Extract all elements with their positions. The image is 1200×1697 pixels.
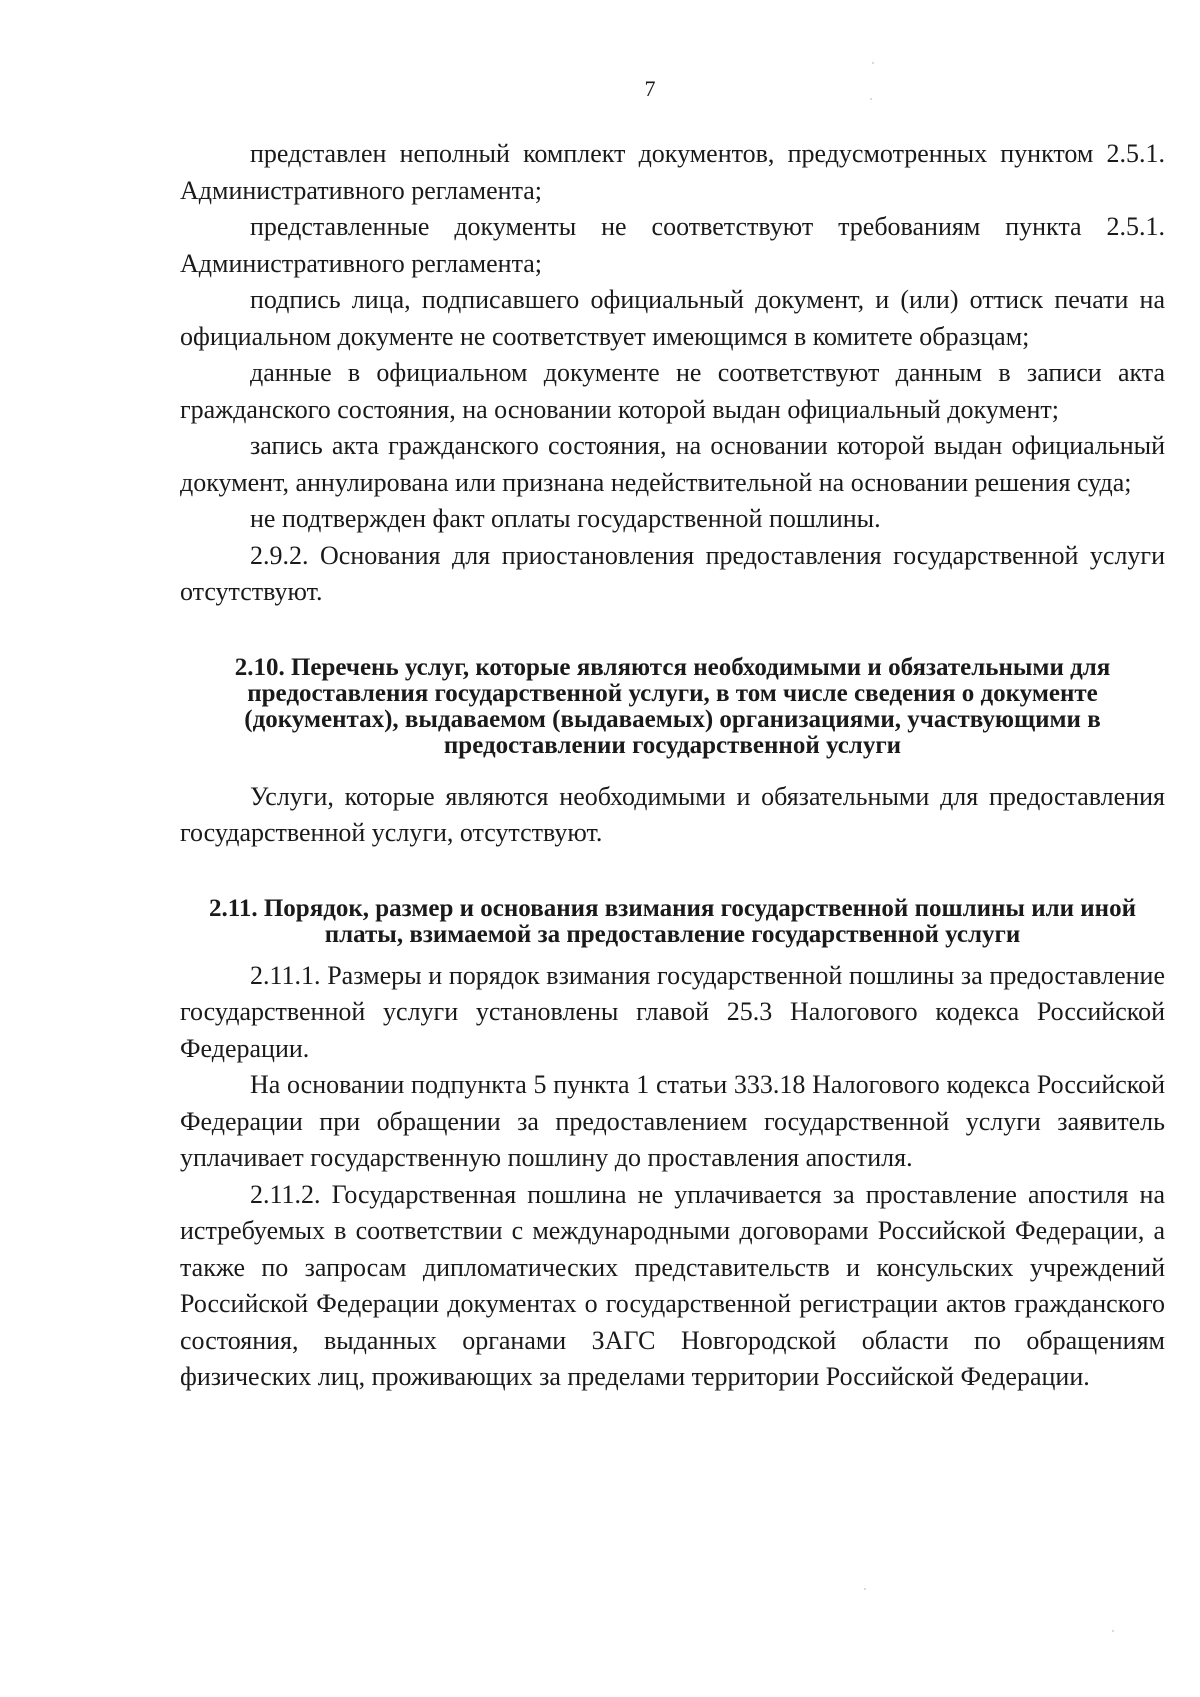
scan-speck — [864, 1588, 866, 1590]
paragraph-fee-unconfirmed: не подтвержден факт оплаты государственной пошлины. — [250, 504, 881, 533]
paragraph-data-mismatch: данные в официальном документе не соответствуют данным в записи акта гражданского состояния, на основании которой выдан официальный документ; — [180, 358, 1165, 424]
paragraph-signature-seal: подпись лица, подписавшего официальный документ, и (или) оттиск печати на официальном документе не соответствует имеющимся в комитете образцам; — [180, 285, 1165, 351]
section-heading-2-11: 2.11. Порядок, размер и основания взимания государственной пошлины или иной платы, взимаемой за предоставление государственной услуги — [208, 894, 1136, 948]
paragraph-record-annulled: запись акта гражданского состояния, на основании которой выдан официальный документ, аннулирована или признана недействительной на основании решения суда; — [180, 431, 1165, 497]
scan-speck — [872, 62, 874, 64]
scan-speck — [870, 98, 872, 100]
paragraph-2-11-1: 2.11.1. Размеры и порядок взимания государственной пошлины за предоставление государственной услуги установлены главой 25.3 Налогового кодекса Российской Федерации. — [180, 960, 1165, 1063]
page-number: 7 — [644, 76, 656, 101]
paragraph-services-absent: Услуги, которые являются необходимыми и обязательными для предоставления государственной услуги, отсутствуют. — [180, 781, 1165, 847]
paragraph-2-9-2: 2.9.2. Основания для приостановления предоставления государственной услуги отсутствуют. — [180, 540, 1165, 606]
document-body — [180, 136, 1165, 1396]
paragraph-documents-mismatch: представленные документы не соответствуют требованиям пункта 2.5.1. Административного регламента; — [180, 212, 1165, 278]
paragraph-incomplete-documents: представлен неполный комплект документов, предусмотренных пунктом 2.5.1. Административного регламента; — [180, 139, 1165, 205]
scan-speck — [1112, 1630, 1114, 1632]
section-heading-2-10: 2.10. Перечень услуг, которые являются необходимыми и обязательными для предоставления государственной услуги, в том числе сведения о документе (документах), выдаваемом (выдаваемых) организациями, участвующими в предоставлении государственной услуги — [234, 653, 1111, 759]
paragraph-tax-code-basis: На основании подпункта 5 пункта 1 статьи 333.18 Налогового кодекса Российской Федерации при обращении за предоставлением государственной услуги заявитель уплачивает государственную пошлину до проставления апостиля. — [180, 1070, 1165, 1172]
paragraph-2-11-2: 2.11.2. Государственная пошлина не уплачивается за проставление апостиля на истребуемых в соответствии с международными договорами Российской Федерации, а также по запросам дипломатических представительств и консульских учреждений Российской Федерации документах о государственной регистрации актов гражданского состояния, выданных органами ЗАГС Новгородской области по обращениям физических лиц, проживающих за пределами территории Российской Федерации. — [180, 1179, 1165, 1391]
